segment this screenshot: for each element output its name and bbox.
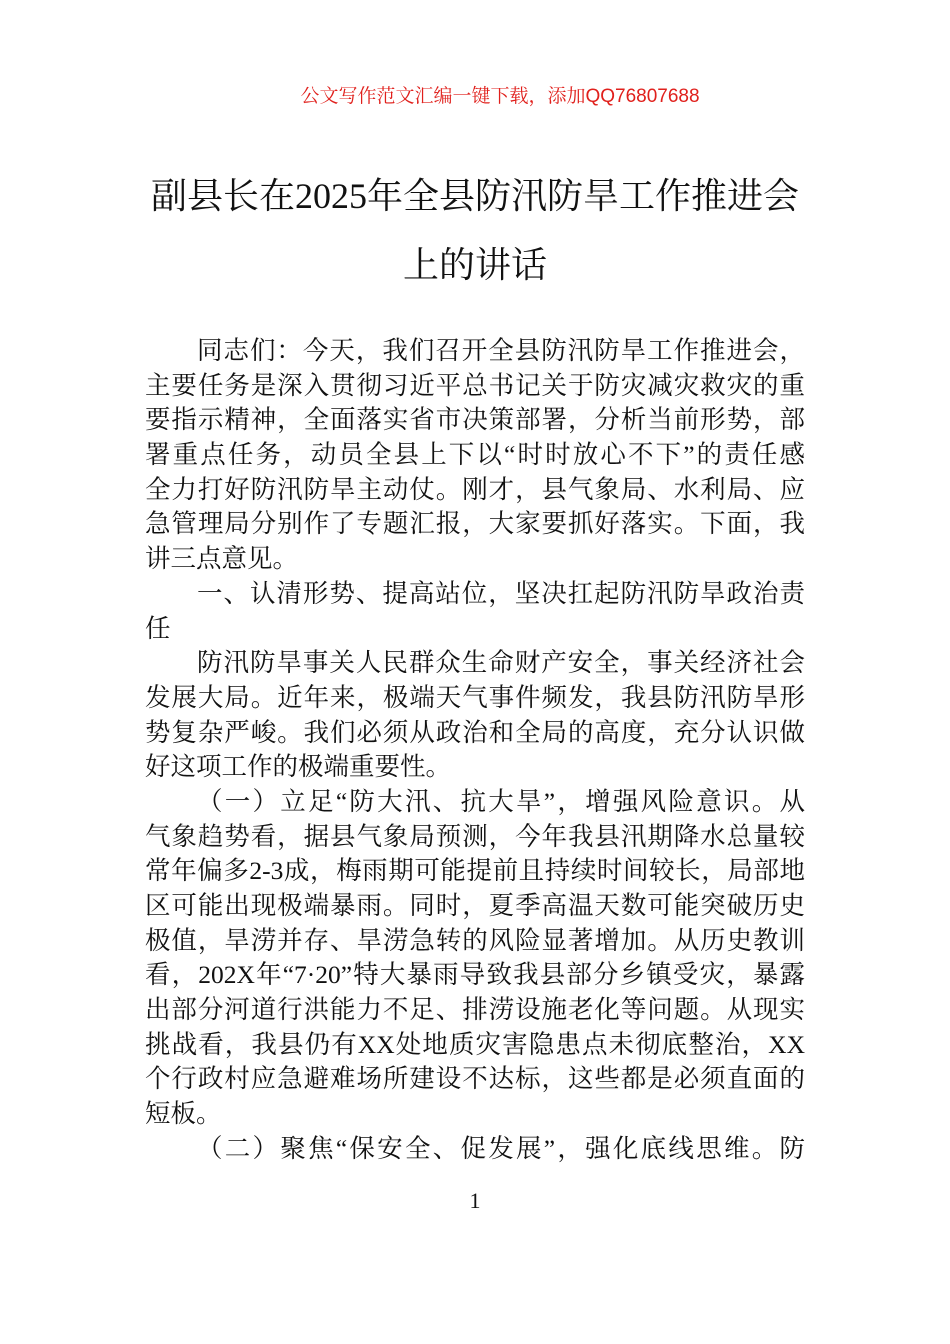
text-line: 防汛防旱事关人民群众生命财产安全，事关经济社会: [197, 648, 805, 678]
document-title-line-1: 副县长在2025年全县防汛防旱工作推进会: [150, 176, 799, 216]
paragraph: [145, 785, 805, 1132]
document-title-line-2: 上的讲话: [402, 245, 547, 285]
text-line: 任: [145, 613, 171, 643]
text-line: 一、认清形势、提高站位，坚决扛起防汛防旱政治责: [197, 578, 805, 608]
watermark-download-notice: 公文写作范文汇编一键下载，添加QQ76807688: [300, 86, 700, 107]
text-line: 势复杂严峻。我们必须从政治和全局的高度，充分认识做: [145, 717, 805, 747]
text-line: 要指示精神，全面落实省市决策部署，分析当前形势，部: [145, 405, 805, 435]
section-heading: [145, 577, 805, 646]
text-line: 短板。: [145, 1099, 222, 1129]
page-number: 1: [469, 1188, 481, 1213]
text-line: 极值，旱涝并存、旱涝急转的风险显著增加。从历史教训: [145, 925, 805, 955]
text-line: 区可能出现极端暴雨。同时，夏季高温天数可能突破历史: [145, 891, 805, 920]
text-line: 发展大局。近年来，极端天气事件频发，我县防汛防旱形: [145, 682, 805, 712]
paragraph: [145, 1132, 805, 1167]
text-line: 急管理局分别作了专题汇报，大家要抓好落实。下面，我: [145, 509, 805, 539]
text-line: （二）聚焦“保安全、促发展”，强化底线思维。防: [197, 1133, 805, 1163]
text-line: 同志们：今天，我们召开全县防汛防旱工作推进会，: [197, 336, 805, 365]
text-line: 挑战看，我县仍有XX处地质灾害隐患点未彻底整治，XX: [145, 1029, 805, 1059]
text-line: 气象趋势看，据县气象局预测，今年我县汛期降水总量较: [145, 821, 805, 851]
text-line: 署重点任务，动员全县上下以“时时放心不下”的责任感: [145, 440, 805, 470]
text-line: 个行政村应急避难场所建设不达标，这些都是必须直面的: [145, 1064, 805, 1094]
text-line: 常年偏多2-3成，梅雨期可能提前且持续时间较长，局部地: [145, 856, 805, 886]
paragraph: [145, 334, 805, 577]
text-line: 讲三点意见。: [145, 544, 299, 574]
document-body: [145, 334, 805, 1167]
text-line: 看，202X年“7·20”特大暴雨导致我县部分乡镇受灾，暴露: [145, 960, 805, 990]
paragraph: [145, 646, 805, 785]
text-line: 全力打好防汛防旱主动仗。刚才，县气象局、水利局、应: [145, 474, 805, 504]
text-line: 主要任务是深入贯彻习近平总书记关于防灾减灾救灾的重: [145, 370, 805, 400]
text-line: 好这项工作的极端重要性。: [145, 752, 452, 782]
text-line: 出部分河道行洪能力不足、排涝设施老化等问题。从现实: [145, 995, 805, 1025]
text-line: （一）立足“防大汛、抗大旱”，增强风险意识。从: [197, 786, 805, 816]
